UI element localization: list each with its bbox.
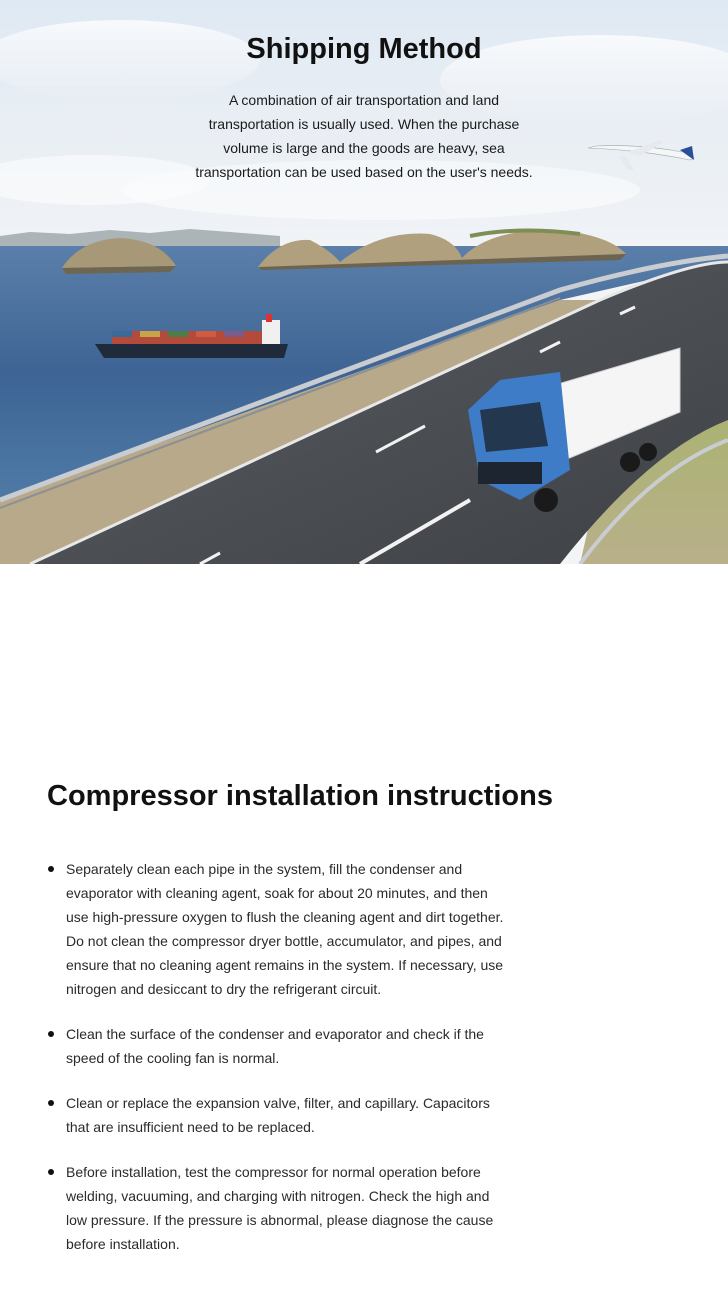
instruction-item <box>48 1160 508 1256</box>
installation-section-title: Compressor installation instructions <box>47 780 553 812</box>
bullet-icon <box>48 1100 54 1106</box>
installation-instructions-list <box>48 857 508 1256</box>
instruction-text: Before installation, test the compressor for normal operation before welding, vacuuming, and charging with nitrogen. Check the high and low pressure. If the pressure is abnormal, please diagnose the cause before installation. <box>66 1164 494 1252</box>
instruction-text: Clean or replace the expansion valve, filter, and capillary. Capacitors that are insufficient need to be replaced. <box>66 1095 490 1135</box>
airplane <box>588 140 694 170</box>
shipping-method-title: Shipping Method <box>246 33 482 65</box>
shipping-scene-illustration <box>0 0 728 564</box>
bullet-icon <box>48 1169 54 1175</box>
bullet-icon <box>48 1031 54 1037</box>
instruction-item <box>48 1091 508 1139</box>
shipping-method-description: A combination of air transportation and land transportation is usually used. When the purchase volume is large and the goods are heavy, sea transportation can be used based on the user's needs. <box>195 92 533 180</box>
instruction-text: Separately clean each pipe in the system, fill the condenser and evaporator with cleaning agent, soak for about 20 minutes, and then use high-pressure oxygen to flush the cleaning agent and dirt together. Do not clean the compressor dryer bottle, accumulator, and pipes, and ensure that no cleaning agent remains in the system. If necessary, use nitrogen and desiccant to dry the refrigerant circuit. <box>66 861 504 997</box>
instruction-item <box>48 1022 508 1070</box>
instruction-text: Clean the surface of the condenser and evaporator and check if the speed of the cooling fan is normal. <box>66 1026 484 1066</box>
bullet-icon <box>48 866 54 872</box>
instruction-item <box>48 857 508 1001</box>
shipping-hero-banner <box>0 0 728 564</box>
